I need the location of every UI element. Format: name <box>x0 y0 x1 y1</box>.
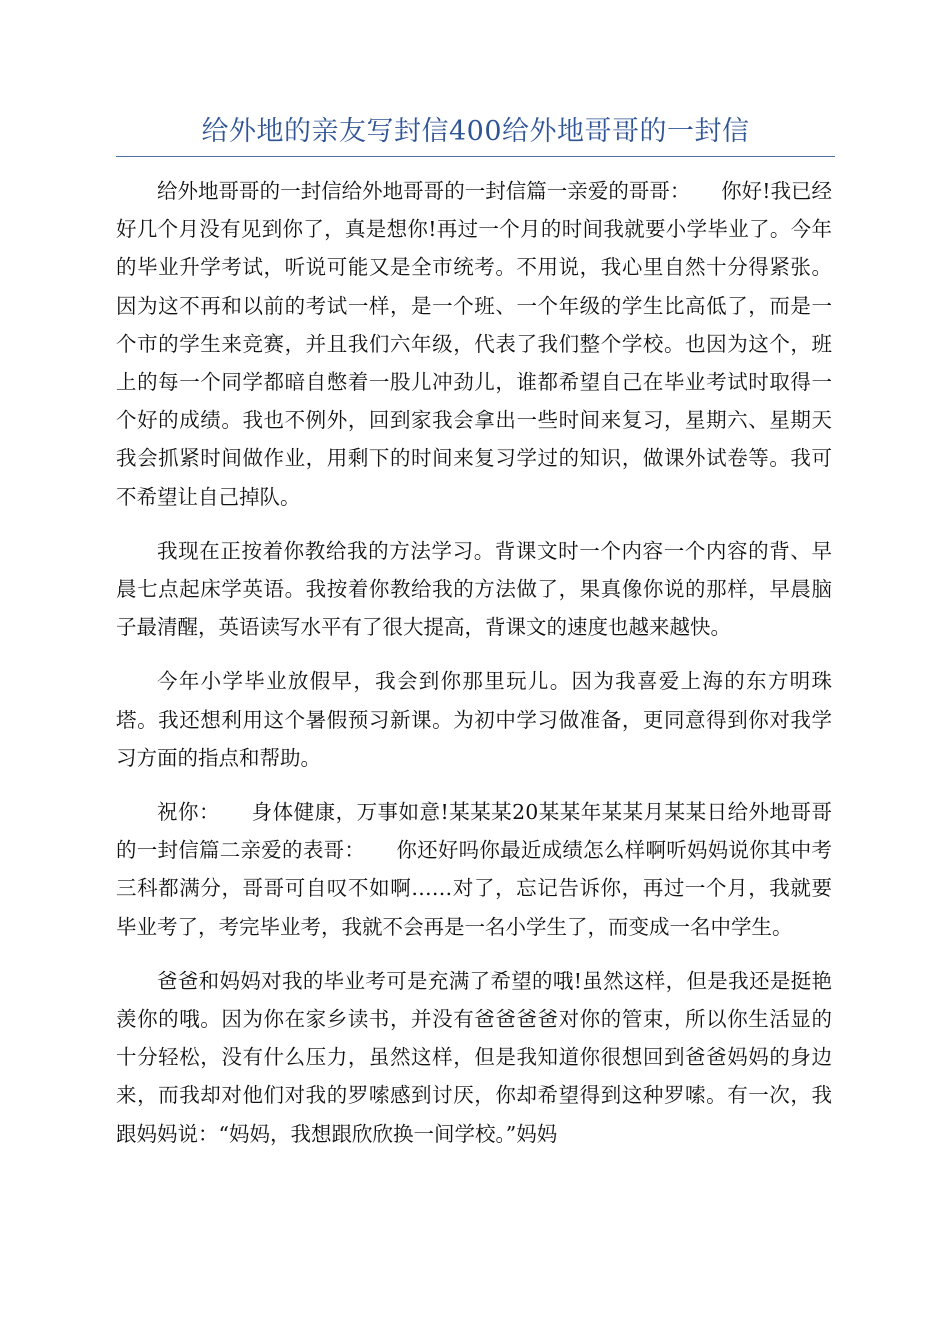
title-block <box>116 112 835 157</box>
paragraph-2: 我现在正按着你教给我的方法学习。背课文时一个内容一个内容的背、早晨七点起床学英语。我按着你教给我的方法做了，果真像你说的那样，早晨脑子最清醒，英语读写水平有了很大提高，背课文的速度也越来越快。 <box>116 538 832 640</box>
paragraph-4: 祝你： 身体健康，万事如意!某某某20某某年某某月某某日给外地哥哥的一封信篇二亲爱的表哥： 你还好吗你最近成绩怎么样啊听妈妈说你其中考三科都满分，哥哥可自叹不如啊……对了，忘记告诉你，再过一个月，我就要毕业考了，考完毕业考，我就不会再是一名小学生了，而变成一名中学生。 <box>116 800 832 939</box>
paragraph-1: 给外地哥哥的一封信给外地哥哥的一封信篇一亲爱的哥哥： 你好!我已经好几个月没有见到你了，真是想你!再过一个月的时间我就要小学毕业了。今年的毕业升学考试，听说可能又是全市统考。不用说，我心里自然十分得紧张。因为这不再和以前的考试一样，是一个班、一个年级的学生比高低了，而是一个市的学生来竞赛，并且我们六年级，代表了我们整个学校。也因为这个，班上的每一个同学都暗自憋着一股儿冲劲儿，谁都希望自己在毕业考试时取得一个好的成绩。我也不例外，回到家我会拿出一些时间来复习，星期六、星期天我会抓紧时间做作业，用剩下的时间来复习学过的知识，做课外试卷等。我可不希望让自己掉队。 <box>116 179 832 509</box>
document-body <box>116 172 832 1169</box>
paragraph-3: 今年小学毕业放假早，我会到你那里玩儿。因为我喜爱上海的东方明珠塔。我还想利用这个暑假预习新课。为初中学习做准备，更同意得到你对我学习方面的指点和帮助。 <box>116 669 832 770</box>
paragraph-5: 爸爸和妈妈对我的毕业考可是充满了希望的哦!虽然这样，但是我还是挺艳羡你的哦。因为你在家乡读书，并没有爸爸爸爸对你的管束，所以你生活显的十分轻松，没有什么压力，虽然这样，但是我知道你很想回到爸爸妈妈的身边来，而我却对他们对我的罗嗦感到讨厌，你却希望得到这种罗嗦。有一次，我跟妈妈说：“妈妈，我想跟欣欣换一间学校。”妈妈 <box>116 968 832 1146</box>
document-title: 给外地的亲友写封信400给外地哥哥的一封信 <box>201 116 750 147</box>
